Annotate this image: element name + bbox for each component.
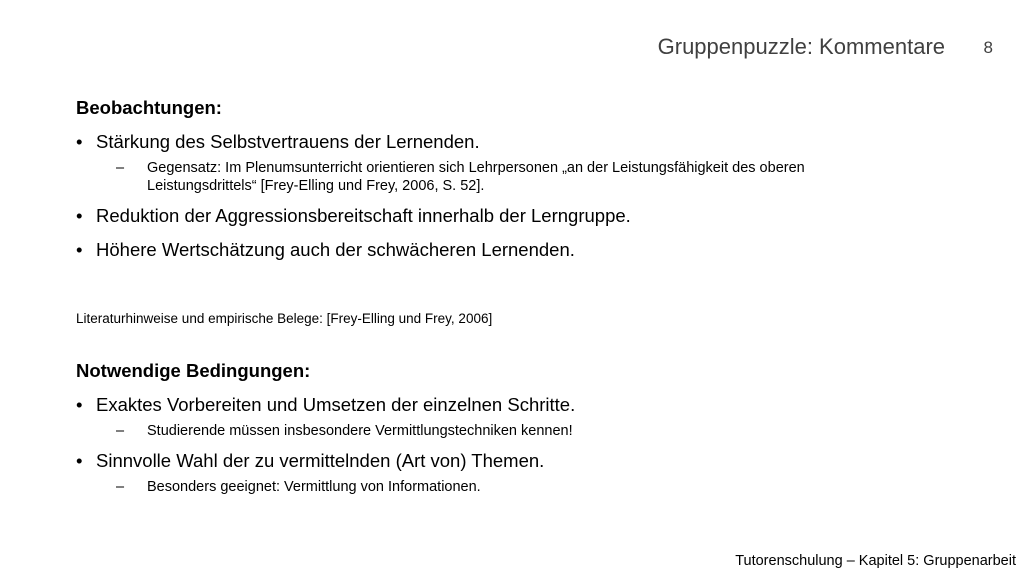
observation-subpoint-1 (76, 159, 907, 195)
bullet-text: Exaktes Vorbereiten und Umsetzen der einzelnen Schritte. (96, 394, 576, 415)
conditions-heading: Notwendige Bedingungen: (76, 360, 311, 381)
subpoint-text: Studierende müssen insbesondere Vermittlungstechniken kennen! (147, 423, 573, 439)
slide-content (76, 97, 976, 506)
dash-icon: – (116, 160, 125, 176)
observation-bullet-2 (76, 205, 976, 227)
observation-bullet-3 (76, 239, 976, 261)
slide-title: Gruppenpuzzle: Kommentare (657, 34, 945, 59)
observations-heading: Beobachtungen: (76, 97, 222, 118)
dash-icon: – (116, 479, 125, 495)
observation-bullet-1 (76, 131, 976, 153)
references-note: Literaturhinweise und empirische Belege: [Frey-Elling und Frey, 2006] (76, 311, 493, 326)
bullet-icon: • (76, 131, 83, 152)
bullet-icon: • (76, 394, 83, 415)
subpoint-text: Besonders geeignet: Vermittlung von Informationen. (147, 479, 481, 495)
slide-number: 8 (983, 38, 993, 57)
bullet-text: Stärkung des Selbstvertrauens der Lernenden. (96, 131, 480, 152)
condition-bullet-2 (76, 450, 976, 472)
bullet-text: Höhere Wertschätzung auch der schwächeren Lernenden. (96, 239, 575, 260)
subpoint-text: Gegensatz: Im Plenumsunterricht orientieren sich Lehrpersonen „an der Leistungsfähigkeit des oberen Leistungsdrittels“ [Frey-Elling und Frey, 2006, S. 52]. (147, 160, 805, 194)
bullet-icon: • (76, 239, 83, 260)
condition-subpoint-2 (76, 478, 907, 496)
bullet-icon: • (76, 450, 83, 471)
bullet-text: Reduktion der Aggressionsbereitschaft innerhalb der Lerngruppe. (96, 205, 631, 226)
condition-subpoint-1 (76, 422, 907, 440)
dash-icon: – (116, 423, 125, 439)
condition-bullet-1 (76, 394, 976, 416)
bullet-text: Sinnvolle Wahl der zu vermittelnden (Art von) Themen. (96, 450, 545, 471)
bullet-icon: • (76, 205, 83, 226)
footer-text: Tutorenschulung – Kapitel 5: Gruppenarbeit (735, 553, 1016, 569)
